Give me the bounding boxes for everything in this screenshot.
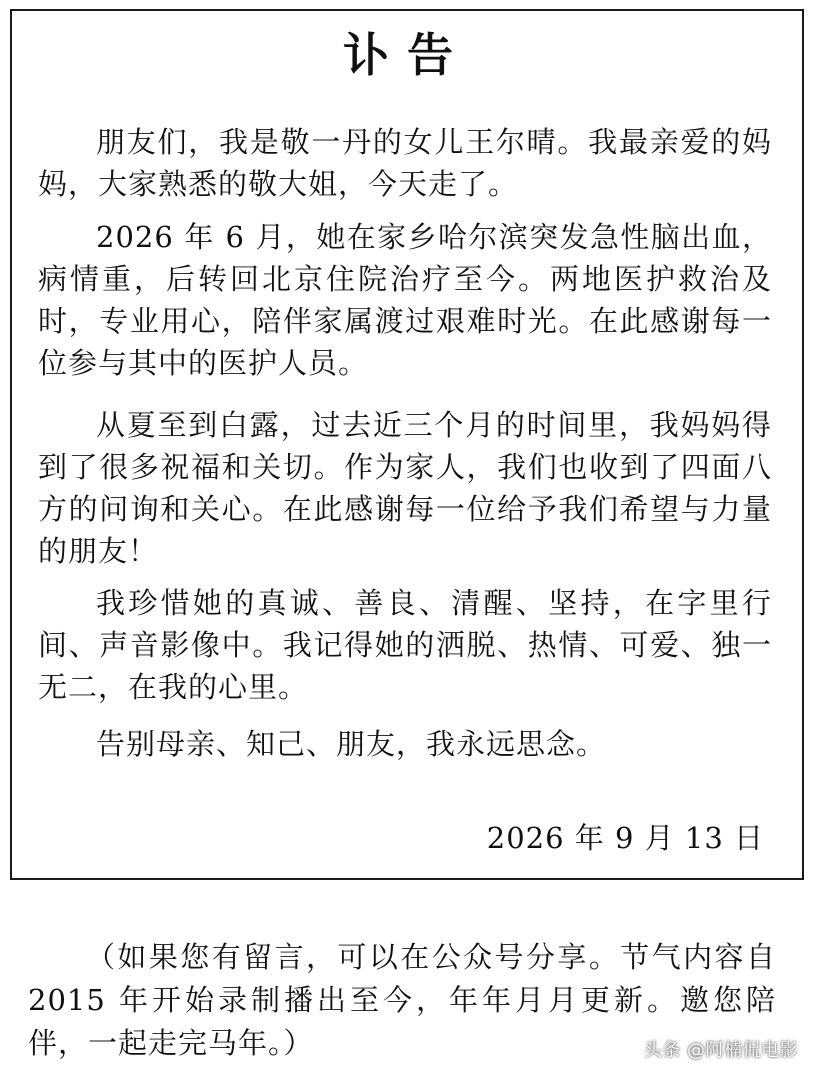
watermark: 头条 @阿楠侃电影 [643, 1040, 798, 1061]
notice-paragraph-5: 告别母亲、知己、朋友，我永远思念。 [96, 727, 607, 761]
notice-paragraph-4: 我珍惜她的真诚、善良、清醒、坚持，在字里行间、声音影像中。我记得她的洒脱、热情、可爱、独一无二，在我的心里。 [38, 586, 772, 704]
obituary-notice [10, 9, 804, 880]
notice-paragraph-2: 2026 年 6 月，她在家乡哈尔滨突发急性脑出血，病情重，后转回北京住院治疗至今。两地医护救治及时，专业用心，陪伴家属渡过艰难时光。在此感谢每一位参与其中的医护人员。 [38, 220, 772, 380]
notice-title: 讣告 [343, 28, 471, 82]
notice-paragraph-1: 朋友们，我是敬一丹的女儿王尔晴。我最亲爱的妈妈，大家熟悉的敬大姐，今天走了。 [38, 125, 772, 201]
notice-date: 2026 年 9 月 13 日 [486, 821, 764, 855]
notice-paragraph-3: 从夏至到白露，过去近三个月的时间里，我妈妈得到了很多祝福和关切。作为家人，我们也收到了四面八方的问询和关心。在此感谢每一位给予我们希望与力量的朋友！ [38, 408, 772, 568]
footer-note: （如果您有留言，可以在公众号分享。节气内容自 2015 年开始录制播出至今，年年月月更新。邀您陪伴，一起走完马年。） [28, 940, 776, 1060]
